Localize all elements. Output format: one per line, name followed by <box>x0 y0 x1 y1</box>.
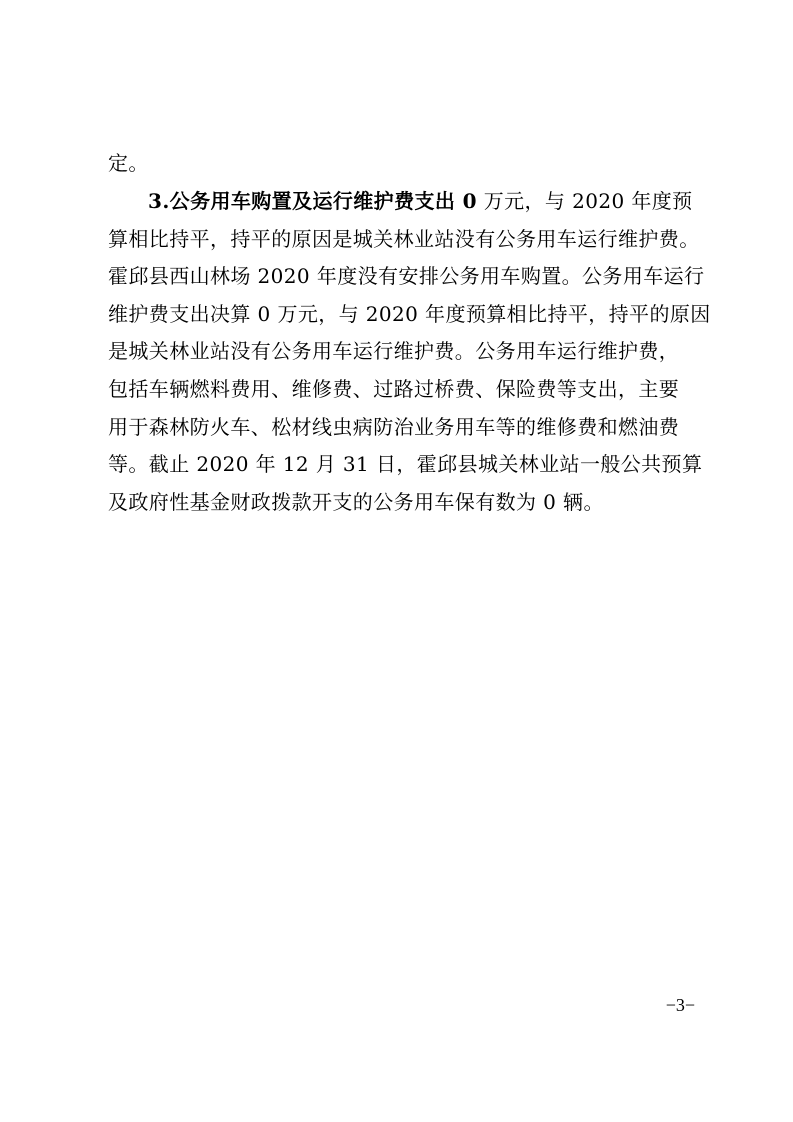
text-line-5-content: 维护费支出决算 0 万元，与 2020 年度预算相比持平，持平的原因 <box>108 302 711 326</box>
text-line-10 <box>108 487 688 517</box>
section-heading-line <box>148 186 693 216</box>
text-line-6 <box>108 336 688 366</box>
text-line-8 <box>108 412 688 442</box>
text-line-3 <box>108 224 700 254</box>
text-line-9-content: 等。截止 2020 年 12 月 31 日，霍邱县城关林业站一般公共预算 <box>108 452 703 476</box>
text-line-4-content: 霍邱县西山林场 2020 年度没有安排公务用车购置。公务用车运行 <box>108 264 705 288</box>
text-line-8-content: 用于森林防火车、松材线虫病防治业务用车等的维修费和燃油费 <box>108 415 680 439</box>
section-heading-bold: 3.公务用车购置及运行维护费支出 0 <box>148 189 477 213</box>
section-heading-rest: 万元，与 2020 年度预 <box>476 189 693 213</box>
text-line-7 <box>108 374 688 404</box>
text-line-1-content: 定。 <box>108 151 149 175</box>
text-line-10-content: 及政府性基金财政拨款开支的公务用车保有数为 0 辆。 <box>108 490 604 514</box>
text-line-6-content: 是城关林业站没有公务用车运行维护费。公务用车运行维护费， <box>108 339 680 363</box>
text-line-9 <box>108 449 703 479</box>
text-line-4 <box>108 261 705 291</box>
text-line-5 <box>108 299 711 329</box>
text-line-1 <box>108 148 688 178</box>
text-line-3-content: 算相比持平，持平的原因是城关林业站没有公务用车运行维护费。 <box>108 227 700 251</box>
page-number: −3− <box>665 995 695 1015</box>
text-line-7-content: 包括车辆燃料费用、维修费、过路过桥费、保险费等支出，主要 <box>108 377 680 401</box>
